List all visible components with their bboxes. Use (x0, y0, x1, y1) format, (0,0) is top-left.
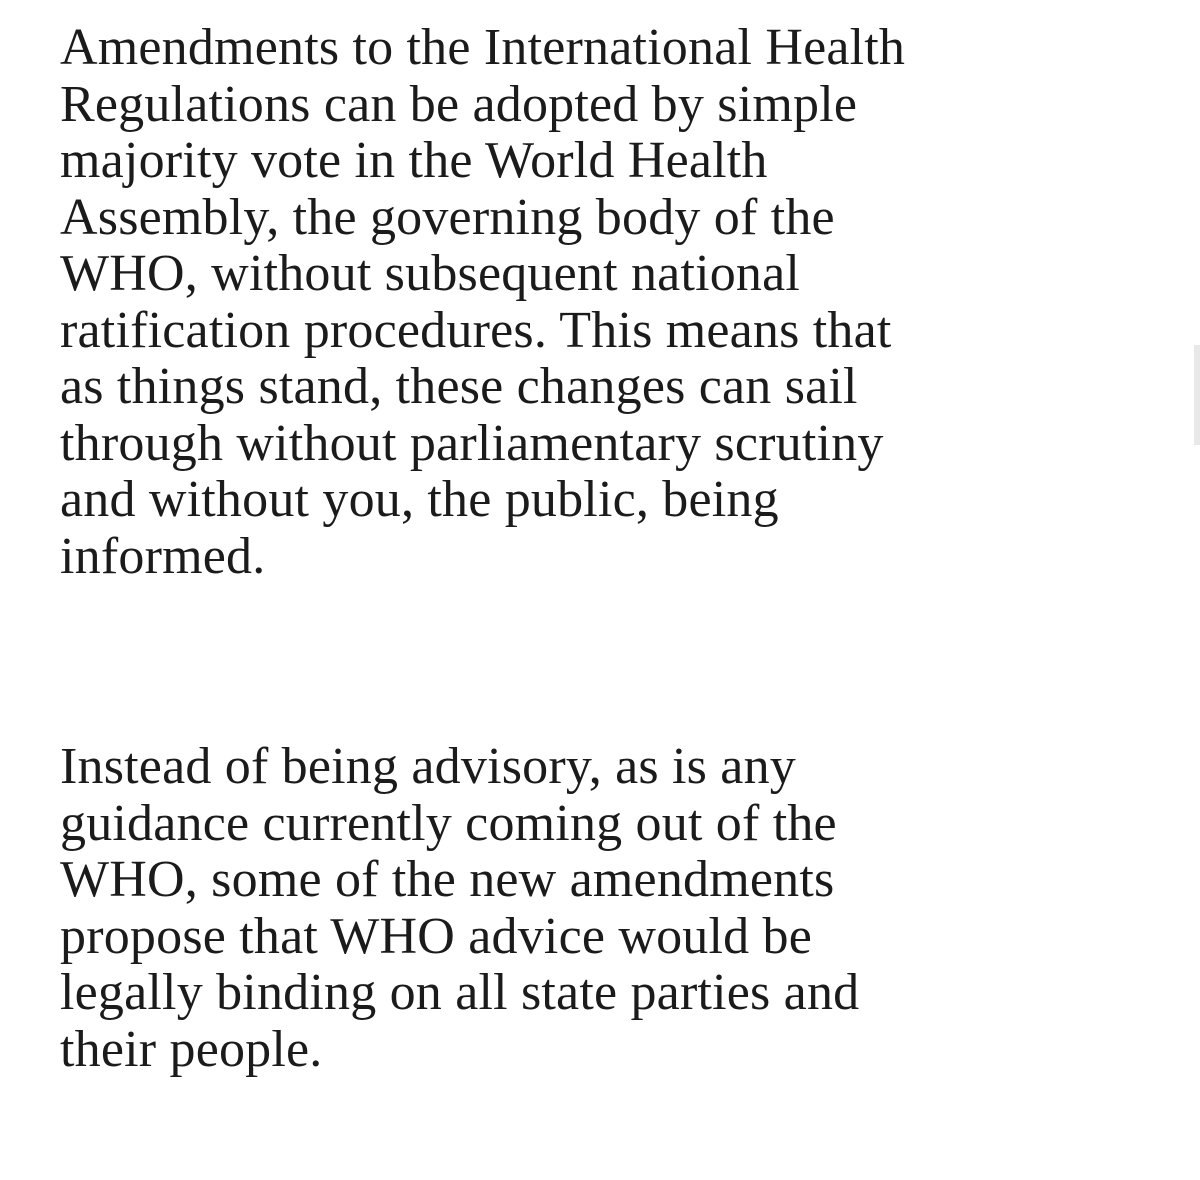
paragraph-2 (60, 739, 859, 1078)
text-line: guidance currently coming out of the (60, 794, 837, 852)
text-line: through without parliamentary scrutiny (60, 414, 884, 472)
text-line: propose that WHO advice would be (60, 907, 813, 965)
text-line: Amendments to the International Health (60, 19, 906, 76)
text-line: and without you, the public, being (60, 471, 779, 528)
text-line: Regulations can be adopted by simple (60, 75, 858, 133)
paragraph-1 (60, 20, 905, 585)
text-line: ratification procedures. This means that (60, 301, 892, 359)
text-line: WHO, without subsequent national (60, 245, 801, 302)
text-line: Assembly, the governing body of the (60, 188, 835, 246)
text-line: informed. (60, 527, 266, 585)
text-line: majority vote in the World Health (60, 132, 768, 189)
text-line: Instead of being advisory, as is any (60, 738, 796, 795)
text-line: their people. (60, 1020, 323, 1078)
text-line: WHO, some of the new amendments (60, 851, 835, 908)
text-line: legally binding on all state parties and (60, 964, 860, 1021)
text-line: as things stand, these changes can sail (60, 358, 858, 415)
scroll-indicator (1194, 345, 1200, 445)
